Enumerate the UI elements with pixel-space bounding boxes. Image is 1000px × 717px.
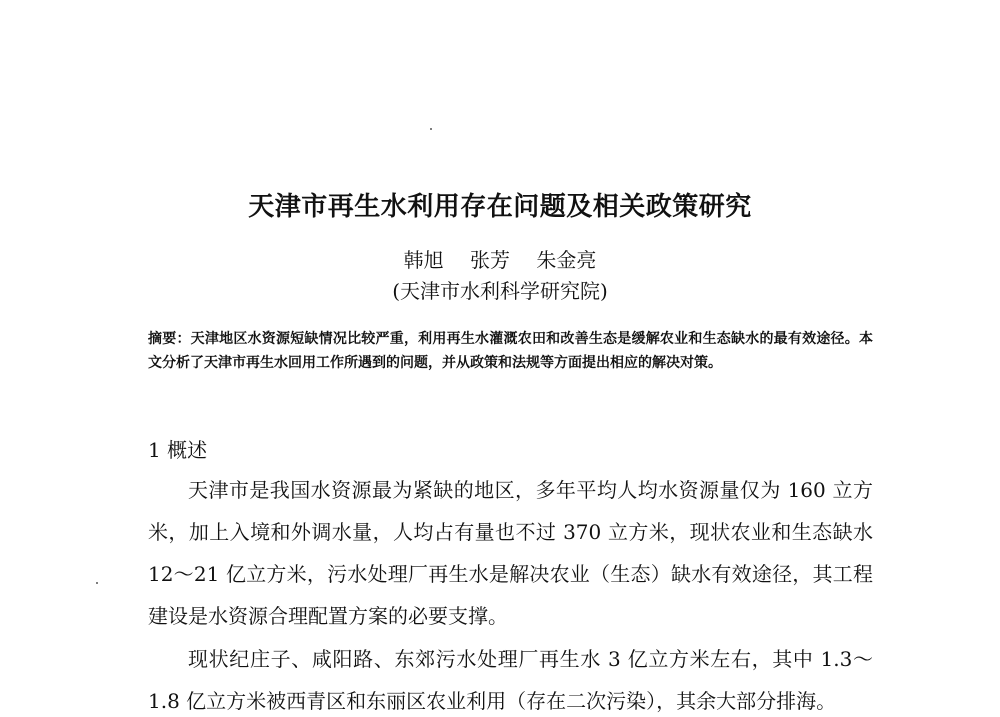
author-name: 张芳: [470, 248, 510, 272]
author-name: 韩旭: [403, 248, 444, 272]
body-paragraph: 天津市是我国水资源最为紧缺的地区，多年平均人均水资源量仅为 160 立方米，加上入境和外调水量，人均占有量也不过 370 立方米，现状农业和生态缺水 12～21 亿立方米，污水处理厂再生水是解决农业（生态）缺水有效途径，其工程建设是水资源合理配置方案的必要支撑。: [148, 478, 873, 628]
scan-speck: [96, 582, 98, 584]
author-name: 朱金亮: [536, 248, 597, 272]
section-heading: 1 概述: [148, 438, 208, 462]
author-affiliation: (天津市水利科学研究院): [392, 279, 608, 303]
paper-title: 天津市再生水利用存在问题及相关政策研究: [248, 192, 752, 222]
abstract: 摘要：天津地区水资源短缺情况比较严重，利用再生水灌溉农田和改善生态是缓解农业和生态缺水的最有效途径。本文分析了天津市再生水回用工作所遇到的问题，并从政策和法规等方面提出相应的解决对策。: [148, 331, 873, 371]
scan-speck: [430, 128, 432, 130]
body-paragraph: 现状纪庄子、咸阳路、东郊污水处理厂再生水 3 亿立方米左右，其中 1.3～1.8 亿立方米被西青区和东丽区农业利用（存在二次污染），其余大部分排海。: [148, 647, 873, 713]
author-list: [150, 244, 850, 273]
